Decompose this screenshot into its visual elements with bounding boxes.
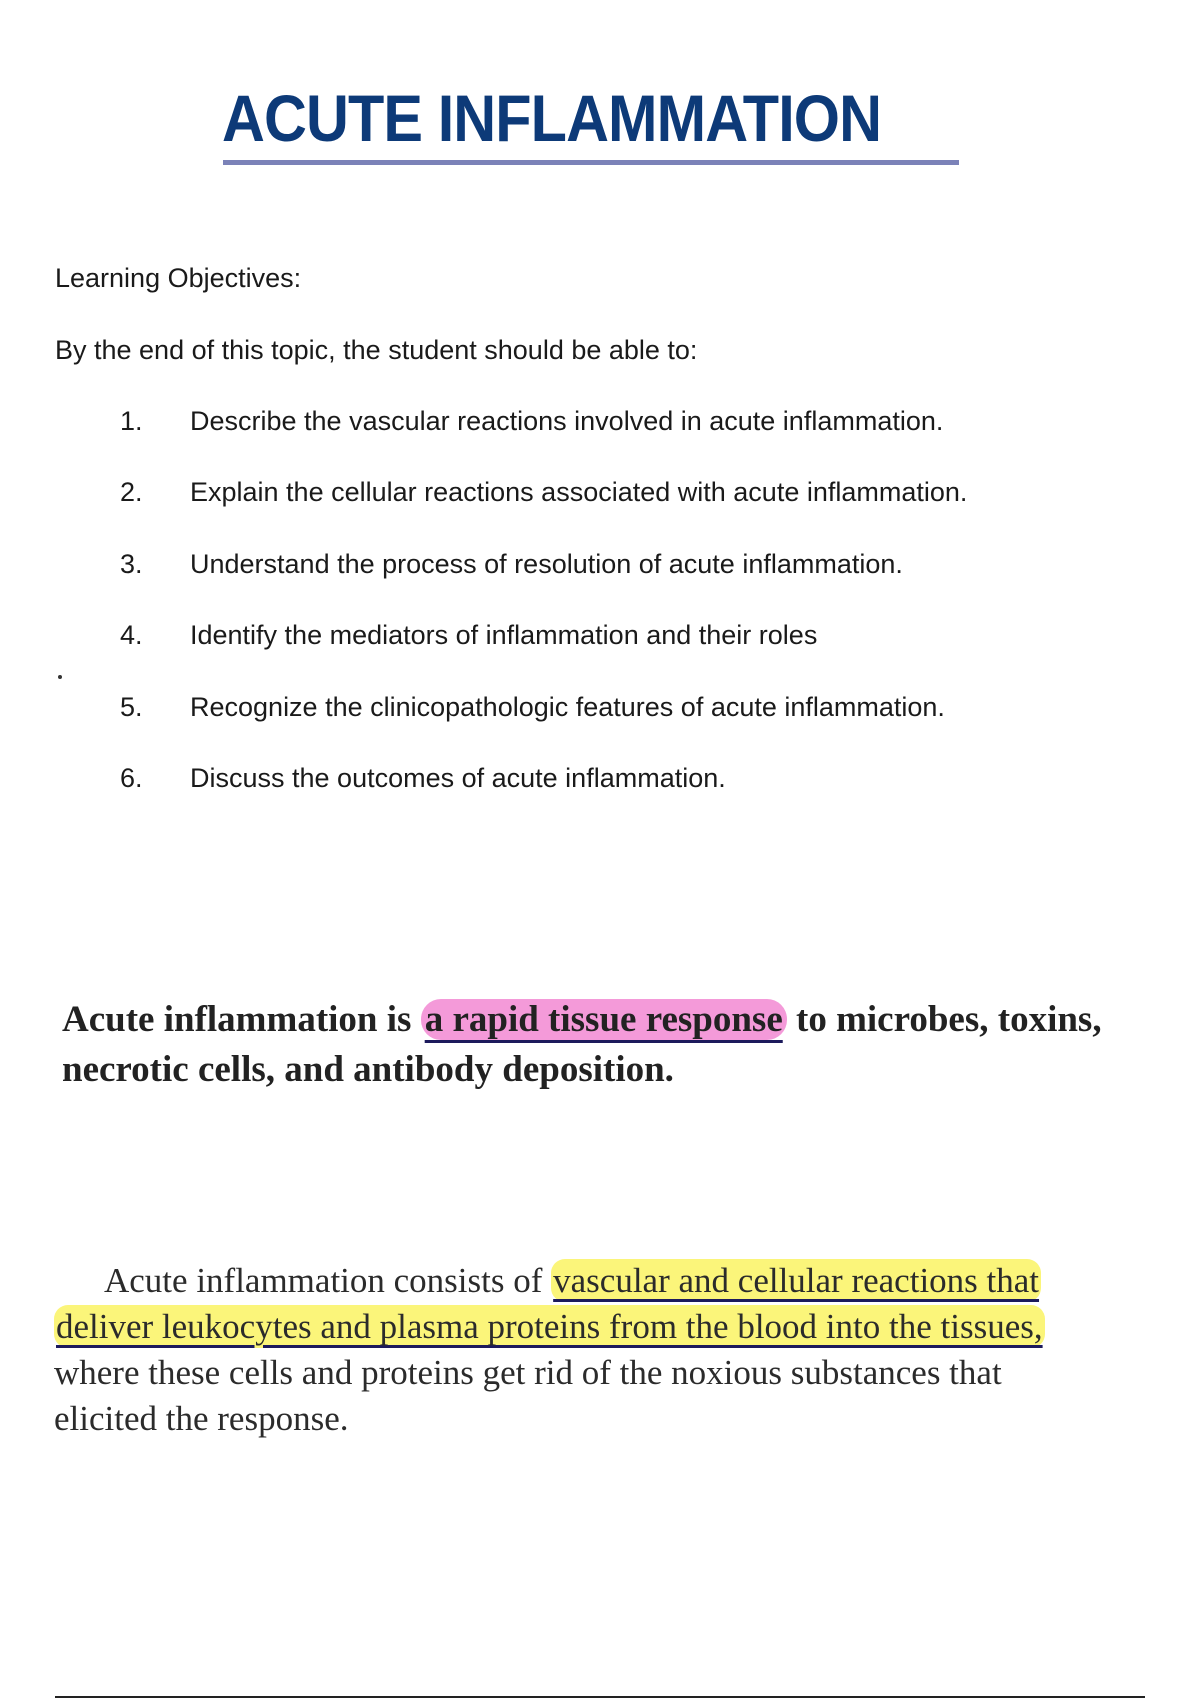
objectives-intro: By the end of this topic, the student should be able to: xyxy=(55,335,698,365)
objective-item xyxy=(120,546,967,617)
objective-item xyxy=(120,474,967,545)
objective-number: 2. xyxy=(120,477,143,508)
objective-text: Recognize the clinicopathologic features of acute inflammation. xyxy=(190,691,945,722)
objective-item xyxy=(120,617,967,688)
description-text-after: where these cells and proteins get rid of the noxious substances that elicited the response. xyxy=(54,1353,1002,1438)
bottom-divider xyxy=(55,1696,1145,1698)
objective-number: 5. xyxy=(120,691,143,722)
objective-item xyxy=(120,689,967,760)
objectives-heading: Learning Objectives: xyxy=(55,263,302,293)
objective-number: 1. xyxy=(120,406,143,436)
description-highlight: vascular and cellular reactions that deliver leukocytes and plasma proteins from the blood into the tissues, xyxy=(56,1261,1043,1346)
title-underline xyxy=(223,160,959,165)
objective-text: Understand the process of resolution of acute inflammation. xyxy=(190,548,903,579)
objective-item xyxy=(120,403,967,474)
definition-highlight: a rapid tissue response xyxy=(421,999,787,1040)
objectives-list xyxy=(120,403,967,831)
objective-text: Discuss the outcomes of acute inflammation. xyxy=(190,762,726,793)
definition-text-after: to microbes, toxins, necrotic cells, and antibody deposition. xyxy=(62,999,1102,1090)
stray-mark xyxy=(58,675,62,679)
objective-number: 4. xyxy=(120,620,143,651)
description-paragraph xyxy=(54,1258,1104,1442)
objective-text: Explain the cellular reactions associated with acute inflammation. xyxy=(190,477,968,508)
page-title: ACUTE INFLAMMATION xyxy=(222,81,882,155)
objective-text: Identify the mediators of inflammation and their roles xyxy=(190,620,818,651)
objective-number: 6. xyxy=(120,762,143,793)
objective-text: Describe the vascular reactions involved in acute inflammation. xyxy=(190,406,944,436)
objective-item xyxy=(120,760,967,831)
objective-number: 3. xyxy=(120,548,143,579)
description-text-before: Acute inflammation consists of xyxy=(104,1261,552,1300)
definition-paragraph xyxy=(62,995,1192,1095)
definition-text-before: Acute inflammation is xyxy=(62,999,421,1040)
